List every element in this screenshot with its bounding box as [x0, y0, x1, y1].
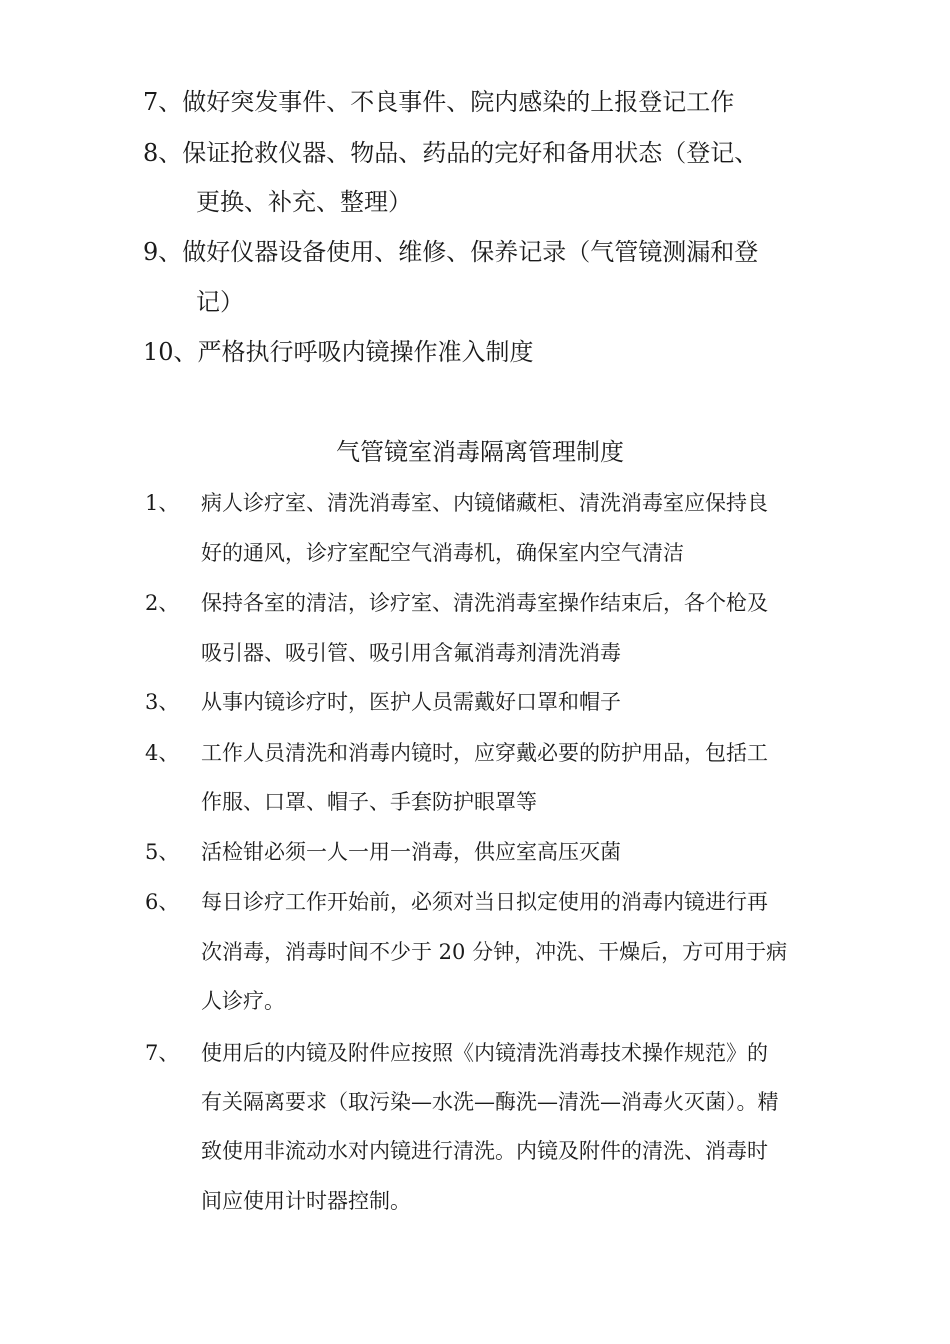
rule-1-line-1: 病人诊疗室、清洗消毒室、内镜储藏柜、清洗消毒室应保持良: [201, 491, 768, 515]
rule-2-line-2: 吸引器、吸引管、吸引用含氟消毒剂清洗消毒: [201, 641, 621, 665]
rule-6-line-1: 每日诊疗工作开始前，必须对当日拟定使用的消毒内镜进行再: [201, 890, 768, 914]
rule-6-number: 6、: [145, 890, 180, 914]
rule-1-number: 1、: [145, 491, 180, 515]
rule-5-line-1: 活检钳必须一人一用一消毒，供应室高压灭菌: [201, 840, 621, 864]
rule-7-line-3: 致使用非流动水对内镜进行清洗。内镜及附件的清洗、消毒时: [201, 1139, 768, 1163]
item-8-line-1: 8、保证抢救仪器、物品、药品的完好和备用状态（登记、: [143, 139, 759, 167]
rule-2-line-1: 保持各室的清洁，诊疗室、清洗消毒室操作结束后，各个枪及: [201, 591, 768, 615]
rule-4-line-1: 工作人员清洗和消毒内镜时，应穿戴必要的防护用品，包括工: [201, 741, 768, 765]
rule-5-number: 5、: [145, 840, 180, 864]
rule-2-number: 2、: [145, 591, 180, 615]
rule-4-number: 4、: [145, 741, 180, 765]
item-10-line-1: 10、严格执行呼吸内镜操作准入制度: [143, 338, 534, 366]
rule-3-number: 3、: [145, 690, 180, 714]
rule-7-line-2: 有关隔离要求（取污染—水洗—酶洗—清洗—消毒火灭菌）。精: [201, 1090, 779, 1114]
rule-7-number: 7、: [145, 1041, 180, 1065]
rule-3-line-1: 从事内镜诊疗时，医护人员需戴好口罩和帽子: [201, 690, 621, 714]
item-7-line-1: 7、做好突发事件、不良事件、院内感染的上报登记工作: [143, 88, 735, 116]
rule-7-line-1: 使用后的内镜及附件应按照《内镜清洗消毒技术操作规范》的: [201, 1041, 768, 1065]
rule-4-line-2: 作服、口罩、帽子、手套防护眼罩等: [201, 790, 537, 814]
item-9-line-1: 9、做好仪器设备使用、维修、保养记录（气管镜测漏和登: [143, 238, 759, 266]
rule-1-line-2: 好的通风，诊疗室配空气消毒机，确保室内空气清洁: [201, 541, 684, 565]
item-8-line-2: 更换、补充、整理）: [196, 188, 412, 216]
rule-6-line-3: 人诊疗。: [201, 989, 285, 1013]
section-title: 气管镜室消毒隔离管理制度: [336, 438, 624, 466]
item-9-line-2: 记）: [196, 288, 244, 316]
rule-7-line-4: 间应使用计时器控制。: [201, 1189, 411, 1213]
rule-6-line-2: 次消毒，消毒时间不少于 20 分钟，冲洗、干燥后，方可用于病: [201, 940, 788, 964]
